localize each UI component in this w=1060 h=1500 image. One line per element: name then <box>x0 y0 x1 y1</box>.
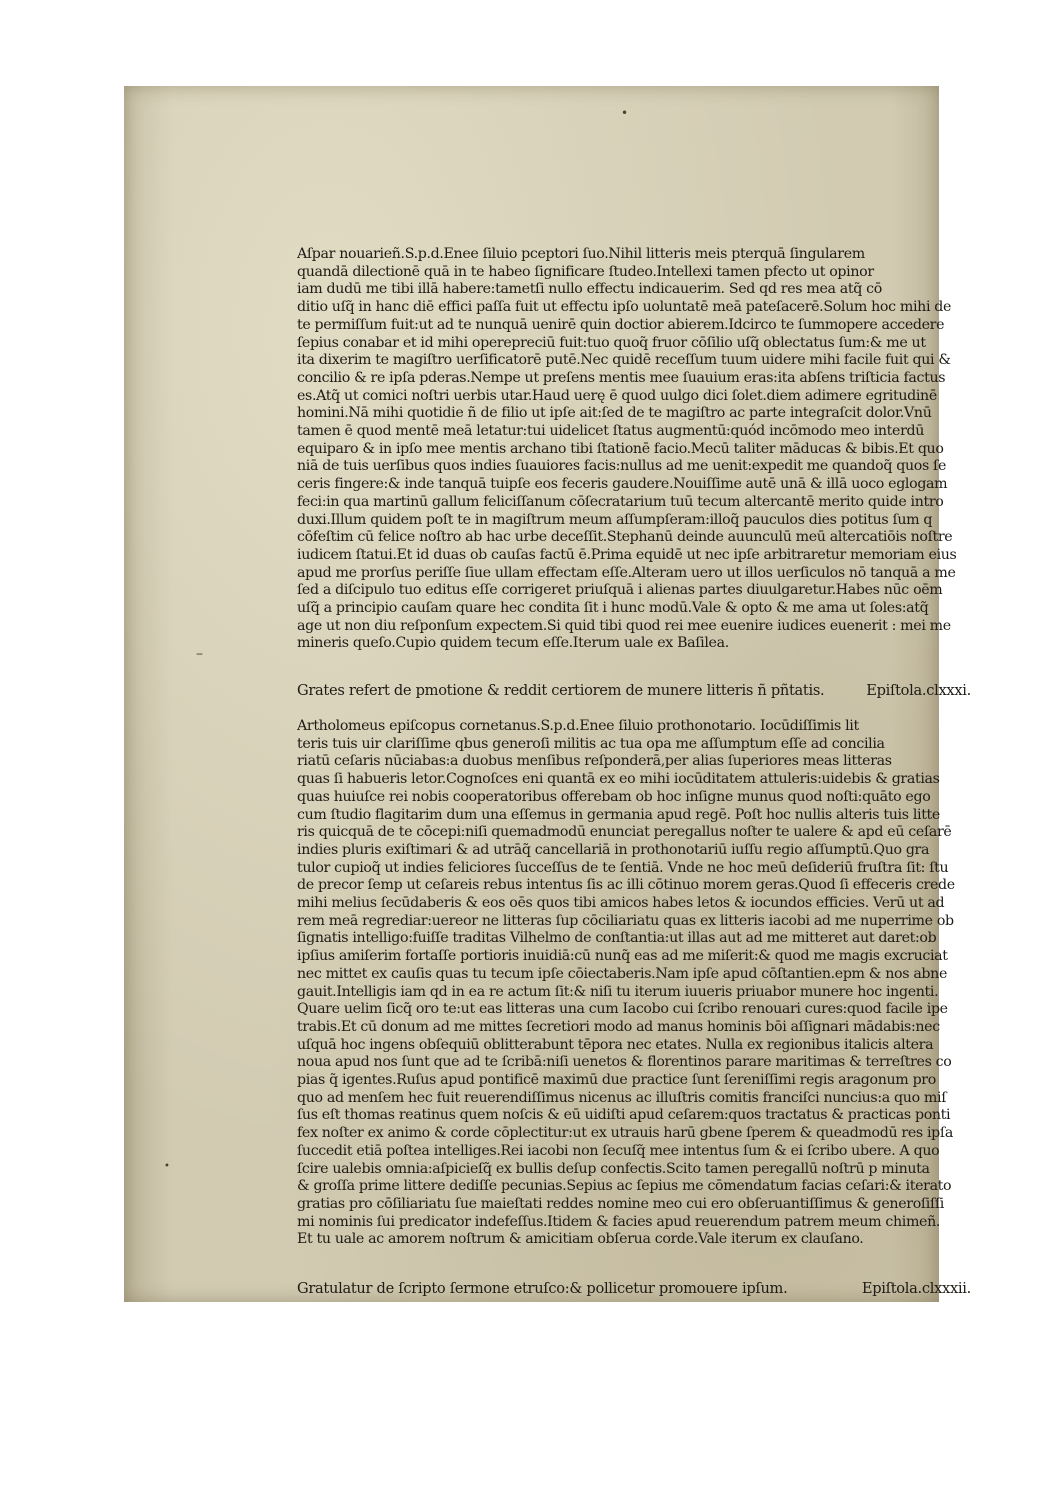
text-line: ceris fingere:& inde tanquā tuipſe eos feceris gaudere.Nouiſſime autē unā & illā uoco eglogam <box>297 476 948 493</box>
epistola-number: Epiſtola.clxxxii. <box>861 1280 971 1297</box>
text-line: niā de tuis uerſibus quos indies ſuauiores facis:nullus ad me uenit:expedit me quandoq̃ quos ſe <box>297 458 947 475</box>
letter-one <box>297 246 967 653</box>
text-line: noua apud nos ſunt que ad te ſcribā:niſi uenetos & florentinos parare maritimas & terreſtres co <box>297 1054 952 1071</box>
text-line: es.Atq̃ ut comici noſtri uerbis utar.Haud uerę ē quod uulgo dici ſolet.diem adimere egritudinē <box>297 387 937 404</box>
text-line: feci:in qua martinū gallum feliciſſanum cōſecratarium tuū tecum altercantē merito quide intro <box>297 493 944 510</box>
text-line: pias q̃ igentes.Ruſus apud pontificē maximū due practice ſunt ſereniſſimi regis aragonum pro <box>297 1072 936 1089</box>
text-line: apud me prorſus periſſe ſiue ullam effectam eſſe.Alteram uero ut illos uerſiculos nō tanquā a me <box>297 564 956 581</box>
text-line: ditio uſq̃ in hanc diē effici paſſa fuit ut effectu ipſo uoluntatē meā pateſacerē.Solum hoc mihi de <box>297 299 952 316</box>
text-line: Quare uelim ſicq̃ oro te:ut eas litteras una cum Iacobo cui ſcribo renouari cures:quod facile ipe <box>297 1001 948 1018</box>
text-line: indies pluris exiſtimari & ad utrāq̃ cancellariā in prothonotariū iuſſu regio aſſumptū.Quo gra <box>297 841 930 858</box>
text-line: ipſius amiſerim fortaſſe portioris inuidiā:cū nunq̃ eas ad me miſerit:& quod me magis excruciat <box>297 948 948 965</box>
text-line: uſquā hoc ingens obſequiū oblitterabunt tēpora nec etates. Nulla ex regionibus italicis altera <box>297 1036 934 1053</box>
text-line: concilio & re ipſa pderas.Nempe ut preſens mentis mee ſuauium eras:ita abſens triſticia factus <box>297 369 946 386</box>
text-line: uſq̃ a principio cauſam quare hec condita ſit i hunc modū.Vale & opto & me ama ut ſoles:atq̃ <box>297 600 929 617</box>
text-line: quandā dilectionē quā in te habeo ſignificare ſtudeo.Intellexi tamen pfecto ut opinor <box>297 263 874 280</box>
text-line: homini.Nā mihi quotidie ñ de filio ut ipſe ait:ſed de te magiſtro ac parte integraſcit dolor.Vnū <box>297 405 932 422</box>
text-line: ſed a diſcipulo tuo editus eſſe corrigeret priuſquā i alienas partes diuulgaretur.Habes nūc oēm <box>297 582 943 599</box>
text-line: nec mittet ex cauſis quas tu tecum ipſe cōiectaberis.Nam ipſe apud cōſtantien.epm & nos abne <box>297 965 947 982</box>
ink-dot-mark: • <box>621 106 629 120</box>
text-line: cōfeſtim cū felice noſtro ab hac urbe deceſſit.Stephanū deinde auunculū meū altercatiōis noſtre <box>297 529 953 546</box>
text-line: ſignatis intelligo:fuiſſe traditas Vilhelmo de conſtantia:ut illas aut ad me mitteret aut daret:ob <box>297 930 937 947</box>
text-line: te permiſſum fuit:ut ad te nunquā uenirē quin doctior abierem.Idcirco te ſummopere accedere <box>297 316 945 333</box>
text-line: mihi melius ſecūdaberis & eos oēs quos tibi amicos habes letos & iocundos efficies. Verū ut ad <box>297 895 945 912</box>
text-line: mineris queſo.Cupio quidem tecum eſſe.Iterum uale ex Baſilea. <box>297 635 729 652</box>
letter-two-heading <box>297 682 971 699</box>
text-line: Et tu uale ac amorem noſtrum & amicitiam obſerua corde.Vale iterum ex clauſano. <box>297 1231 864 1248</box>
text-line: ſus eſt thomas reatinus quem noſcis & eū uidiſti apud ceſarem:quos tractatus & practicas ponti <box>297 1107 951 1124</box>
text-line: tamen ē quod mentē meā letatur:tui uidelicet ſtatus augmentū:quód incōmodo meo interdū <box>297 423 925 440</box>
text-line: duxi.Illum quidem poſt te in magiſtrum meum aſſumpſeram:illoq̃ pauculos dies potitus ſum q <box>297 511 933 528</box>
incunabulum-page <box>124 86 971 1302</box>
text-line: age ut non diu reſponſum expectem.Si quid tibi quod rei mee euenire iudices euenerit : mei me <box>297 617 951 634</box>
margin-dash-mark: – <box>196 646 203 662</box>
text-line: Artholomeus epiſcopus cornetanus.S.p.d.Enee ſiluio prothonotario. Iocūdiſſimis lit <box>297 718 859 734</box>
text-line: cum ſtudio flagitarim dum una eſſemus in germania apud regē. Poſt hoc nullis alteris tuis litte <box>297 806 940 823</box>
text-line: & groſſa prime littere dediſſe pecunias.Sepius ac ſepius me cōmendatum facias ceſari:& iterato <box>297 1178 952 1195</box>
text-line: gauit.Intelligis iam qd in ea re actum ſit:& niſi tu iterum iuueris priuabor munere hoc ingenti. <box>297 983 939 1000</box>
text-line: ſuccedit etiā poſtea intelliges.Rei iacobi non ſecuſq̃ mee intentus ſum & ei ſcribo ubere. A quo <box>297 1142 940 1159</box>
text-line: trabis.Et cū donum ad me mittes ſecretiori modo ad manus hominis bōi aſſignari mādabis:nec <box>297 1018 940 1035</box>
text-line: de precor ſemp ut ceſareis rebus intentus ſis ac illi cōtinuo morem geras.Quod ſi effeceris crede <box>297 877 955 894</box>
text-line: Aſpar nouarieñ.S.p.d.Enee ſiluio pceptori ſuo.Nihil litteris meis pterquā ſingularem <box>297 246 865 262</box>
text-line: ris quicquā de te cōcepi:niſi quemadmodū enunciat peregallus noſter te ualere & apd eū ceſarē <box>297 824 952 841</box>
text-line: teris tuis uir clariſſime qbus generoſi militis ac tua opa me aſſumptum eſſe ad concilia <box>297 735 885 752</box>
text-line: ita dixerim te magiſtro uerſificatorē putē.Nec quidē receſſum tuum uidere mihi facile fuit qui & <box>297 352 951 369</box>
text-line: quas huiuſce rei nobis cooperatoribus offerebam ob hoc inſigne munus quod noſti:quāto ego <box>297 788 931 805</box>
letter-three-heading <box>297 1280 971 1297</box>
text-line: fex noſter ex animo & corde cōplectitur:ut ex utrauis harū gbene ſperem & queadmodū res ipſa <box>297 1125 953 1142</box>
heading-summary: Grates refert de pmotione & reddit certiorem de munere litteris ñ pñtatis. <box>297 682 825 699</box>
text-line: quas ſi habueris letor.Cognoſces eni quantā ex eo mihi iocūditatem attuleris:uidebis & gratias <box>297 771 940 788</box>
epistola-number: Epiſtola.clxxxi. <box>866 682 971 699</box>
text-line: iudicem ſtatui.Et id duas ob cauſas factū ē.Prima equidē ut nec ipſe arbitraretur memoriam eius <box>297 546 957 563</box>
text-line: mi nominis ſui predicator indefeſſus.Itidem & facies apud reuerendum patrem meum chimeñ. <box>297 1213 941 1230</box>
text-line: equiparo & in ipſo mee mentis archano tibi ſtationē facio.Mecū taliter māducas & bibis.Et quo <box>297 440 944 457</box>
text-line: tulor cupioq̃ ut indies feliciores ſucceſſus de te ſentiā. Vnde ne hoc meū deſideriū fruſtra ſit: ſtu <box>297 859 949 876</box>
letter-two <box>297 718 967 1249</box>
text-line: rem meā regrediar:uereor ne litteras ſup cōciliariatu quas ex litteris iacobi ad me nuperrime ob <box>297 912 954 929</box>
text-line: riatū ceſaris nūciabas:a duobus menſibus reſponderā,per alias ſuperiores meas litteras <box>297 753 892 770</box>
text-line: gratias pro cōſiliariatu ſue maieſtati reddes nomine meo cui ero obſeruantiſſimus & generoſiſſi <box>297 1195 944 1212</box>
text-line: ſepius conabar et id mihi operepreciū fuit:tuo quoq̃ fruor cōſilio uſq̃ oblectatus ſum:& me ut <box>297 334 926 351</box>
text-line: ſcire ualebis omnia:aſpicieſq̃ ex bullis deſup confectis.Scito tamen peregallū noſtrū p minuta <box>297 1160 930 1177</box>
margin-dot-mark: • <box>164 1161 170 1172</box>
text-line: iam dudū me tibi illā habere:tametſi nullo effectu indicauerim. Sed qd res mea atq̃ cō <box>297 281 882 298</box>
text-line: quo ad menſem hec fuit reuerendiſſimus nicenus ac illuſtris comitis franciſci nuncius:a quo miſ <box>297 1089 947 1106</box>
heading-summary: Gratulatur de ſcripto ſermone etruſco:& pollicetur promouere ipſum. <box>297 1280 788 1297</box>
